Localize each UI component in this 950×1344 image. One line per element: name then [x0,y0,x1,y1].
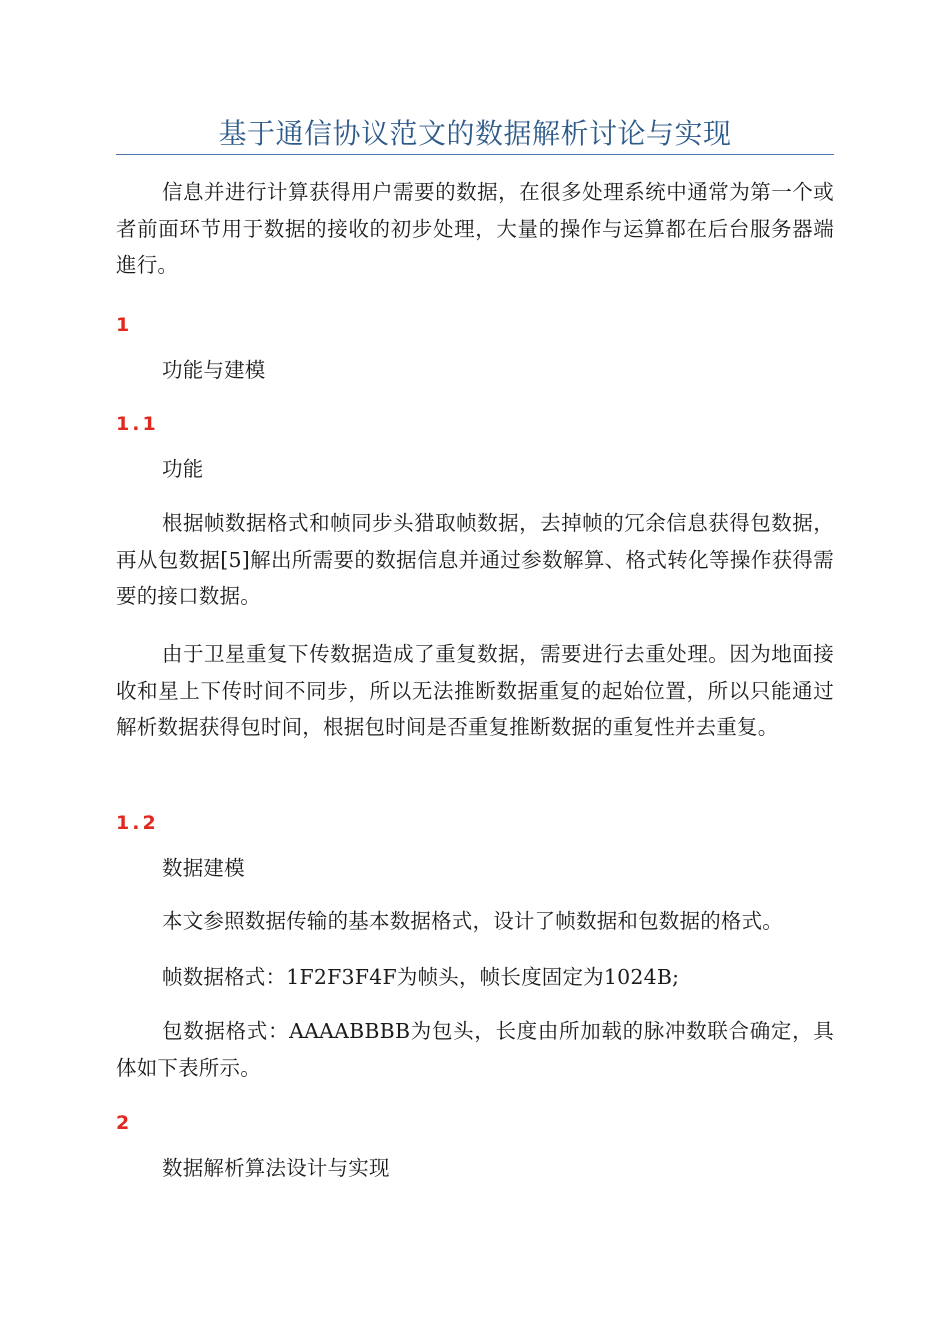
section-number-1-1: 1.1 [116,413,159,435]
paragraph-1-2-c: 包数据格式：AAAABBBB为包头，长度由所加载的脉冲数联合确定，具体如下表所示。 [116,1019,834,1080]
title-underline [116,154,834,155]
section-heading-2: 数据解析算法设计与实现 [162,1156,390,1180]
section-heading-1: 功能与建模 [162,358,266,382]
paragraph-1-1-a: 根据帧数据格式和帧同步头猎取帧数据，去掉帧的冗余信息获得包数据，再从包数据[5]解出所需要的数据信息并通过参数解算、格式转化等操作获得需要的接口数据。 [116,511,834,608]
section-number-1-2: 1.2 [116,812,159,834]
section-number-2: 2 [116,1112,133,1134]
paragraph-1-2-a: 本文参照数据传输的基本数据格式，设计了帧数据和包数据的格式。 [162,909,783,933]
section-heading-1-1: 功能 [162,457,204,481]
intro-paragraph: 信息并进行计算获得用户需要的数据，在很多处理系统中通常为第一个或者前面环节用于数据的接收的初步处理，大量的操作与运算都在后台服务器端進行。 [116,180,834,277]
section-number-1: 1 [116,314,133,336]
document-title: 基于通信协议范文的数据解析讨论与实现 [218,117,732,150]
section-heading-1-2: 数据建模 [162,856,245,880]
paragraph-1-2-b: 帧数据格式：1F2F3F4F为帧头，帧长度固定为1024B; [162,965,680,989]
paragraph-1-1-b: 由于卫星重复下传数据造成了重复数据，需要进行去重处理。因为地面接收和星上下传时间不同步，所以无法推断数据重复的起始位置，所以只能通过解析数据获得包时间，根据包时间是否重复推断数据的重复性并去重复。 [116,642,834,739]
